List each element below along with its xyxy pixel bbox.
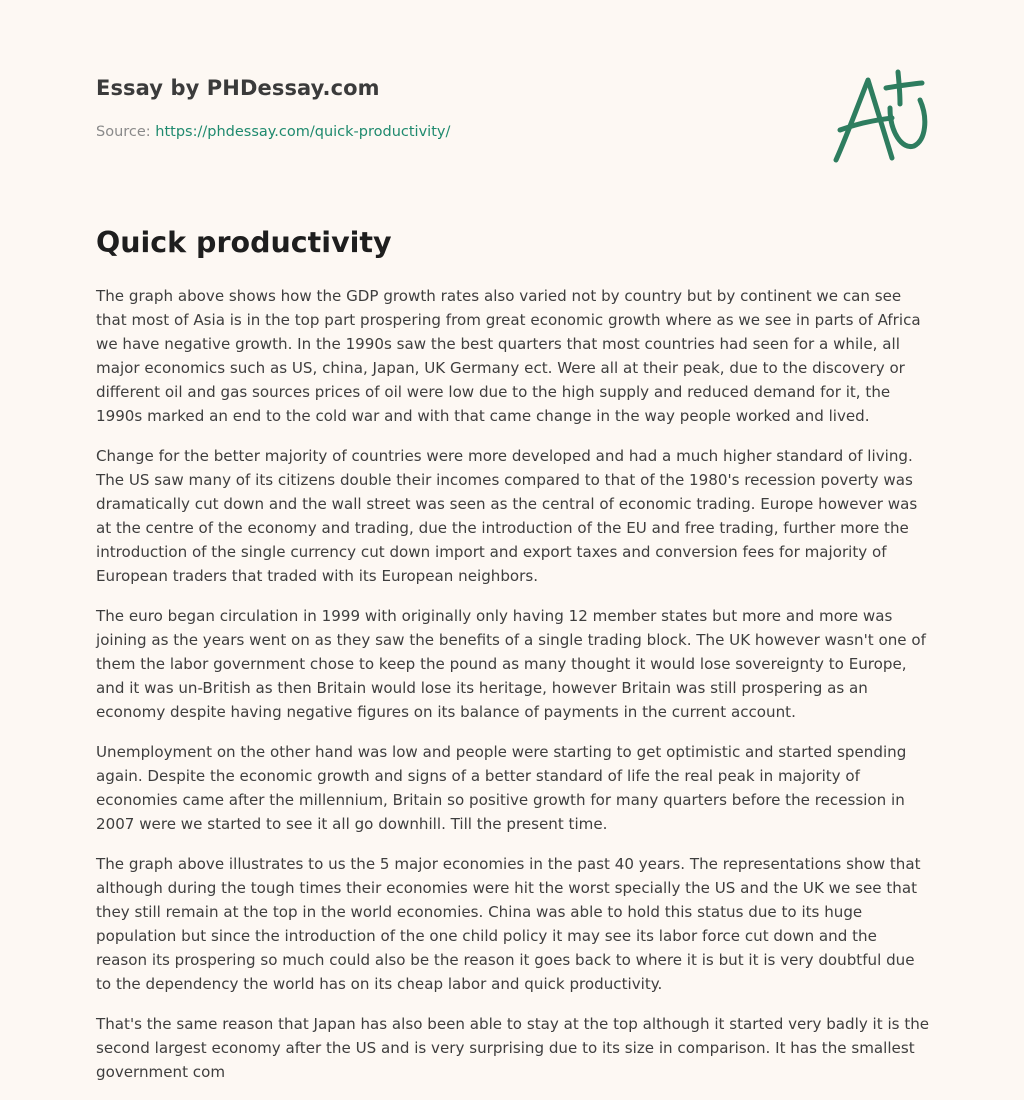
source-link[interactable]: https://phdessay.com/quick-productivity/	[155, 124, 451, 140]
a-plus-logo-icon	[830, 66, 934, 166]
brand-title: Essay by PHDessay.com	[96, 76, 380, 100]
essay-title: Quick productivity	[96, 226, 392, 259]
source-label: Source:	[96, 124, 151, 140]
essay-paragraph: The graph above illustrates to us the 5 major economies in the past 40 years. The representations show that although during the tough times their economies were hit the worst specially the US and the UK we see that they still remain at the top in the world economies. China was able to hold this status due to its huge population but since the introduction of the one child policy it may see its labor force cut down and the reason its prospering so much could also be the reason it goes back to where it is but it is very doubtful due to the dependency the world has on its cheap labor and quick productivity.	[96, 855, 921, 993]
essay-body	[96, 284, 930, 1100]
essay-paragraph: Unemployment on the other hand was low and people were starting to get optimistic and started spending again. Despite the economic growth and signs of a better standard of life the real peak in majority of economies came after the millennium, Britain so positive growth for many quarters before the recession in 2007 were we started to see it all go downhill. Till the present time.	[96, 743, 907, 833]
page-header	[96, 0, 928, 200]
essay-paragraph: That's the same reason that Japan has also been able to stay at the top although it started very badly it is the second largest economy after the US and is very surprising due to its size in comparison. It has the smallest government com	[96, 1015, 930, 1081]
essay-paragraph: The graph above shows how the GDP growth rates also varied not by country but by continent we can see that most of Asia is in the top part prospering from great economic growth where as we see in parts of Africa we have negative growth. In the 1990s saw the best quarters that most countries had seen for a while, all major economics such as US, china, Japan, UK Germany ect. Were all at their peak, due to the discovery or different oil and gas sources prices of oil were low due to the high supply and reduced demand for it, the 1990s marked an end to the cold war and with that came change in the way people worked and lived.	[96, 287, 921, 425]
source-line	[96, 124, 450, 140]
essay-paragraph: Change for the better majority of countries were more developed and had a much higher standard of living. The US saw many of its citizens double their incomes compared to that of the 1980's recession poverty was dramatically cut down and the wall street was seen as the central of economic trading. Europe however was at the centre of the economy and trading, due the introduction of the EU and free trading, further more the introduction of the single currency cut down import and export taxes and conversion fees for majority of European traders that traded with its European neighbors.	[96, 447, 918, 585]
essay-paragraph: The euro began circulation in 1999 with originally only having 12 member states but more and more was joining as the years went on as they saw the benefits of a single trading block. The UK however wasn't one of them the labor government chose to keep the pound as many thought it would lose sovereignty to Europe, and it was un-British as then Britain would lose its heritage, however Britain was still prospering as an economy despite having negative figures on its balance of payments in the current account.	[96, 607, 926, 721]
